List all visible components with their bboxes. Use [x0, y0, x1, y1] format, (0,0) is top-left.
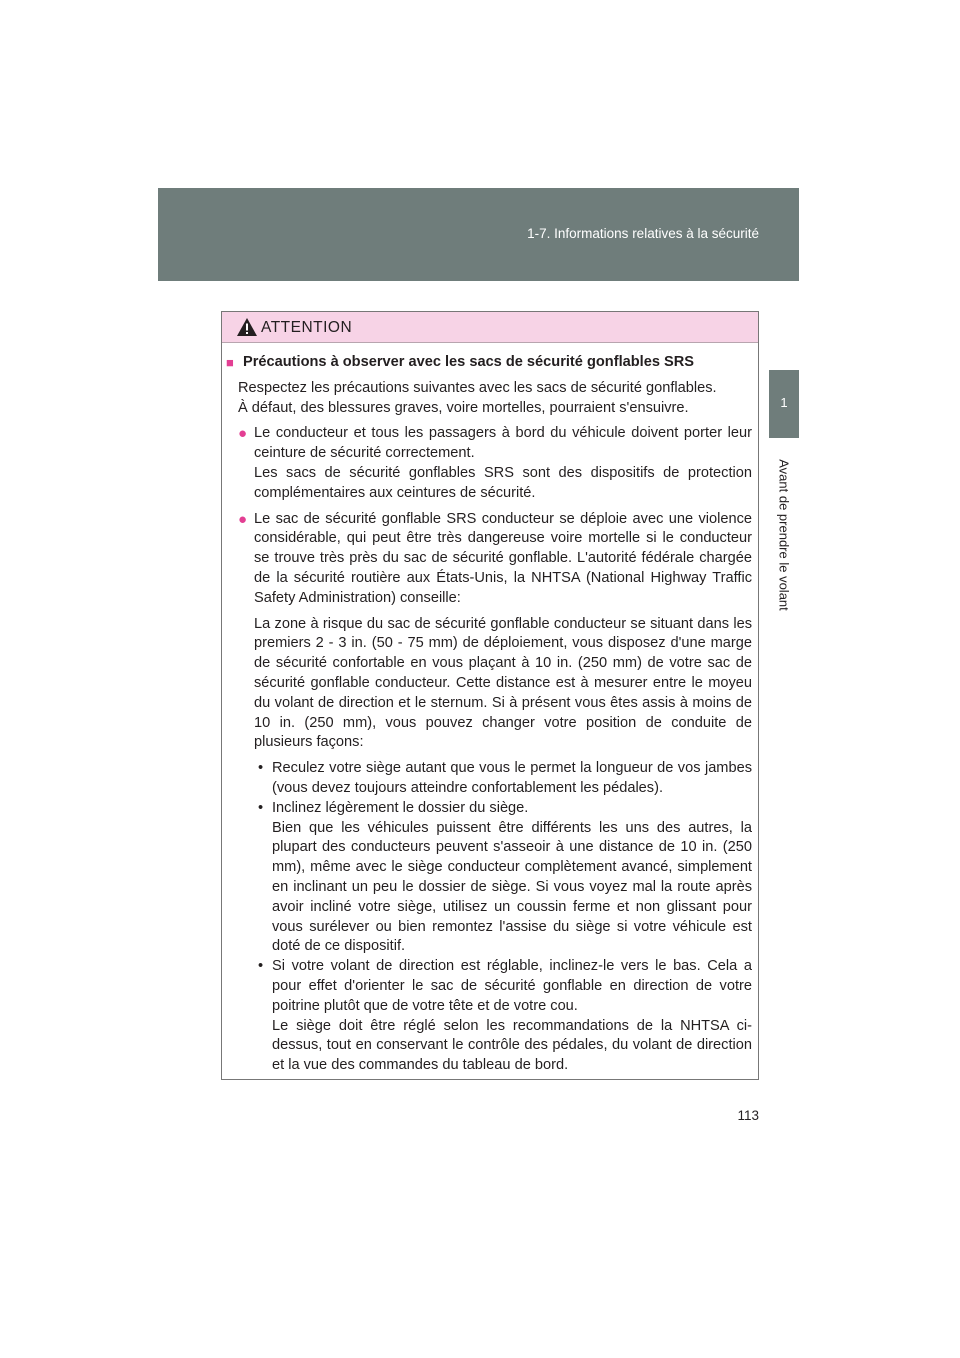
page-number: 113 — [737, 1108, 759, 1123]
chapter-tab — [769, 370, 799, 438]
attention-header — [222, 312, 758, 343]
chapter-number: 1 — [780, 395, 788, 410]
attention-body — [222, 343, 758, 1076]
chapter-label — [774, 448, 794, 622]
list-item — [258, 759, 752, 799]
tip-text: Le siège doit être réglé selon les recommandations de la NHTSA ci-dessus, tout en conservant le contrôle des pédales, du volant de direction et la vue des commandes du tableau de bord. — [272, 1017, 752, 1074]
attention-label: ATTENTION — [261, 319, 353, 336]
section-title: 1-7. Informations relatives à la sécurité — [527, 226, 759, 241]
circle-bullet-icon: ● — [238, 510, 248, 528]
intro-line: À défaut, des blessures graves, voire mortelles, pourraient s'ensuivre. — [238, 399, 689, 416]
list-item — [258, 799, 752, 957]
tip-text: Bien que les véhicules puissent être différents les uns des autres, la plupart des conducteurs peuvent s'asseoir à une distance de 10 in. (250 mm), même avec le siège conducteur complètement avancé, simplement en inclinant un peu le dossier de siège. Si vous voyez mal la route après avoir incliné votre siège, utilisez un coussin ferme et non glissant pour vous surélever ou bien remontez l'assise du siège si votre véhicule est doté de ce dispositif. — [272, 819, 752, 955]
dot-bullet-icon: • — [258, 760, 264, 777]
position-tips — [258, 759, 752, 1076]
dot-bullet-icon: • — [258, 958, 264, 975]
section-header — [158, 188, 799, 281]
tip-text: Inclinez légèrement le dossier du siège. — [272, 799, 529, 816]
item-text: Le sac de sécurité gonflable SRS conducteur se déploie avec une violence considérable, qui peut être très dangereuse voire mortelle si le conducteur se trouve très près du sac de sécurité gonflable. L'autorité fédérale chargée de la sécurité routière aux États-Unis, la NHTSA (National Highway Traffic Safety Administration) conseille: — [254, 510, 752, 606]
tip-text: Reculez votre siège autant que vous le permet la longueur de vos jambes (vous devez toujours atteindre confortablement les pédales). — [272, 760, 752, 796]
list-item — [238, 424, 752, 503]
heading-text: Précautions à observer avec les sacs de sécurité gonflables SRS — [243, 354, 695, 370]
list-item — [238, 510, 752, 609]
dot-bullet-icon: • — [258, 799, 264, 816]
chapter-title: Avant de prendre le volant — [776, 459, 792, 611]
circle-bullet-icon: ● — [238, 425, 248, 443]
attention-box — [221, 311, 759, 1080]
list-item — [258, 957, 752, 1076]
warning-triangle-icon — [236, 317, 258, 337]
item-text: Les sacs de sécurité gonflables SRS sont des dispositifs de protection complémentaires aux ceintures de sécurité. — [254, 464, 752, 501]
intro-line: Respectez les précautions suivantes avec les sacs de sécurité gonflables. — [238, 379, 717, 396]
nhtsa-advice: La zone à risque du sac de sécurité gonflable conducteur se situant dans les premiers 2 - 3 in. (50 - 75 mm) de déploiement, vous disposez d'une marge de sécurité confortable en vous plaçant à 10 in. (250 mm) de votre sac de sécurité gonflable conducteur. Cette distance est à mesurer entre le moyeu du volant de direction et le sternum. Si à présent vous êtes assis à moins de 10 in. (250 mm), vous pouvez changer votre position de conduite de plusieurs façons: — [254, 615, 752, 751]
tip-text: Si votre volant de direction est réglable, inclinez-le vers le bas. Cela a pour effet d'orienter le sac de sécurité gonflable en direction de votre poitrine plutôt que de votre tête et de votre cou. — [272, 958, 752, 1014]
item-text: Le conducteur et tous les passagers à bord du véhicule doivent porter leur ceinture de sécurité correctement. — [254, 425, 752, 462]
intro-paragraph — [238, 379, 752, 419]
precautions-heading — [226, 353, 752, 373]
square-bullet-icon: ■ — [226, 355, 234, 370]
